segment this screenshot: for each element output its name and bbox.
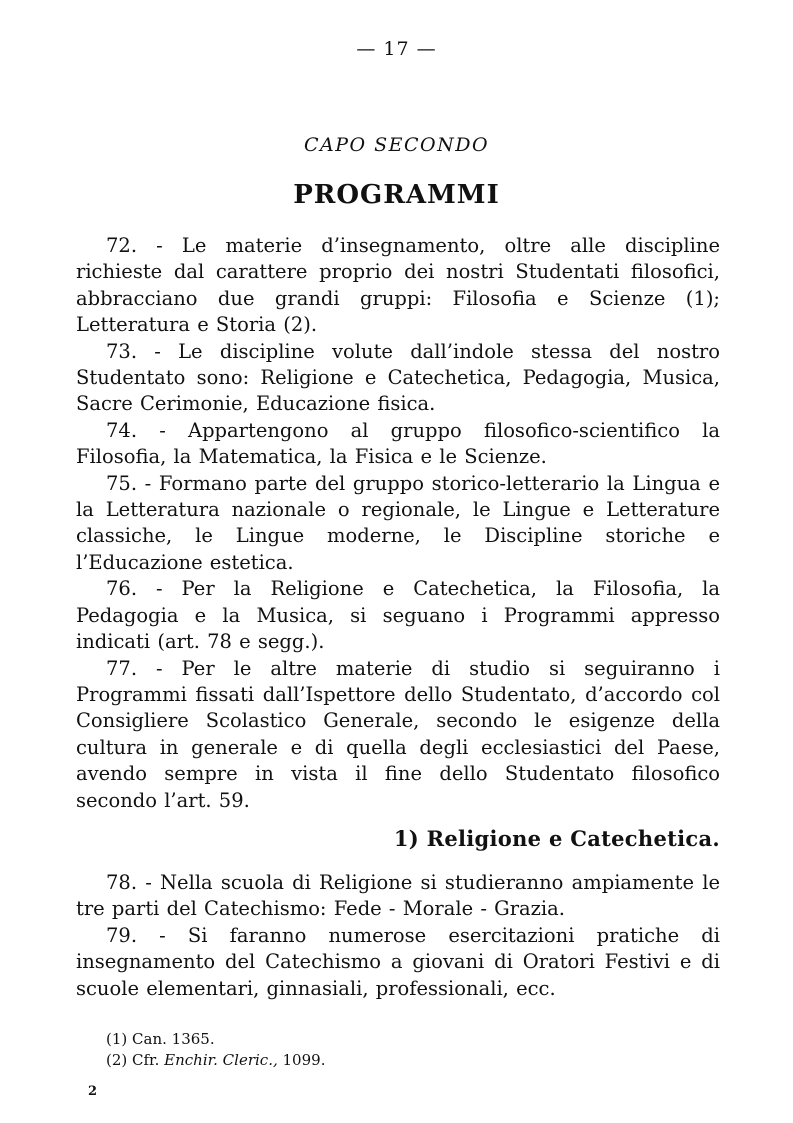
paragraph-75: 75. - Formano parte del gruppo storico-letterario la Lingua e la Letteratura nazionale o regionale, le Lingue e Letterature classiche, le Lingue moderne, le Discipline storiche e l’Educazione estetica.: [76, 471, 720, 574]
paragraph-72: 72. - Le materie d’insegnamento, oltre alle discipline richieste dal carattere proprio dei nostri Studentati filosofici, abbracciano due grandi gruppi: Filosofia e Scienze (1); Letteratura e Storia (2).: [76, 234, 720, 337]
section-title: PROGRAMMI: [293, 180, 500, 210]
footnote-1: [106, 1029, 325, 1050]
footnote-italic-title: Enchir. Cleric.,: [164, 1051, 278, 1069]
footnote-mark: (2): [106, 1051, 128, 1069]
subsection-title: 1) Religione e Catechetica.: [393, 826, 720, 851]
footnote-mark: (1): [106, 1030, 128, 1048]
paragraph-79: 79. - Si faranno numerose esercitazioni pratiche di insegnamento del Catechismo a giovani di Oratori Festivi e di scuole elementari, ginnasiali, professionali, ecc.: [76, 923, 720, 1000]
paragraph-73: 73. - Le discipline volute dall’indole stessa del nostro Studentato sono: Religione e Catechetica, Pedagogia, Musica, Sacre Cerimonie, Educazione fisica.: [76, 339, 720, 416]
footnote-text: Can. 1365.: [132, 1030, 215, 1048]
paragraph-77: 77. - Per le altre materie di studio si seguiranno i Programmi fissati dall’Ispettore dello Studentato, d’accordo col Consigliere Scolastico Generale, secondo le esigenze della cultura in generale e di quella degli ecclesiastici del Paese, avendo sempre in vista il fine dello Studentato filosofico secondo l’art. 59.: [76, 656, 720, 812]
body-text-block-2: [76, 870, 720, 1002]
footnotes: [106, 1029, 325, 1071]
paragraph-78: 78. - Nella scuola di Religione si studieranno ampiamente le tre parti del Catechismo: Fede - Morale - Grazia.: [76, 871, 720, 921]
footnote-suffix: 1099.: [282, 1051, 326, 1069]
printer-signature-mark: 2: [88, 1084, 98, 1099]
paragraph-76: 76. - Per la Religione e Catechetica, la Filosofia, la Pedagogia e la Musica, si seguano i Programmi appresso indicati (art. 78 e segg.).: [76, 577, 720, 654]
chapter-label: CAPO SECONDO: [303, 134, 490, 156]
page-number: — 17 —: [356, 38, 437, 60]
footnote-2: [106, 1050, 325, 1071]
footnote-prefix: Cfr.: [132, 1051, 160, 1069]
paragraph-74: 74. - Appartengono al gruppo filosofico-scientifico la Filosofia, la Matematica, la Fisica e le Scienze.: [76, 418, 720, 469]
body-text-block: [76, 233, 720, 814]
